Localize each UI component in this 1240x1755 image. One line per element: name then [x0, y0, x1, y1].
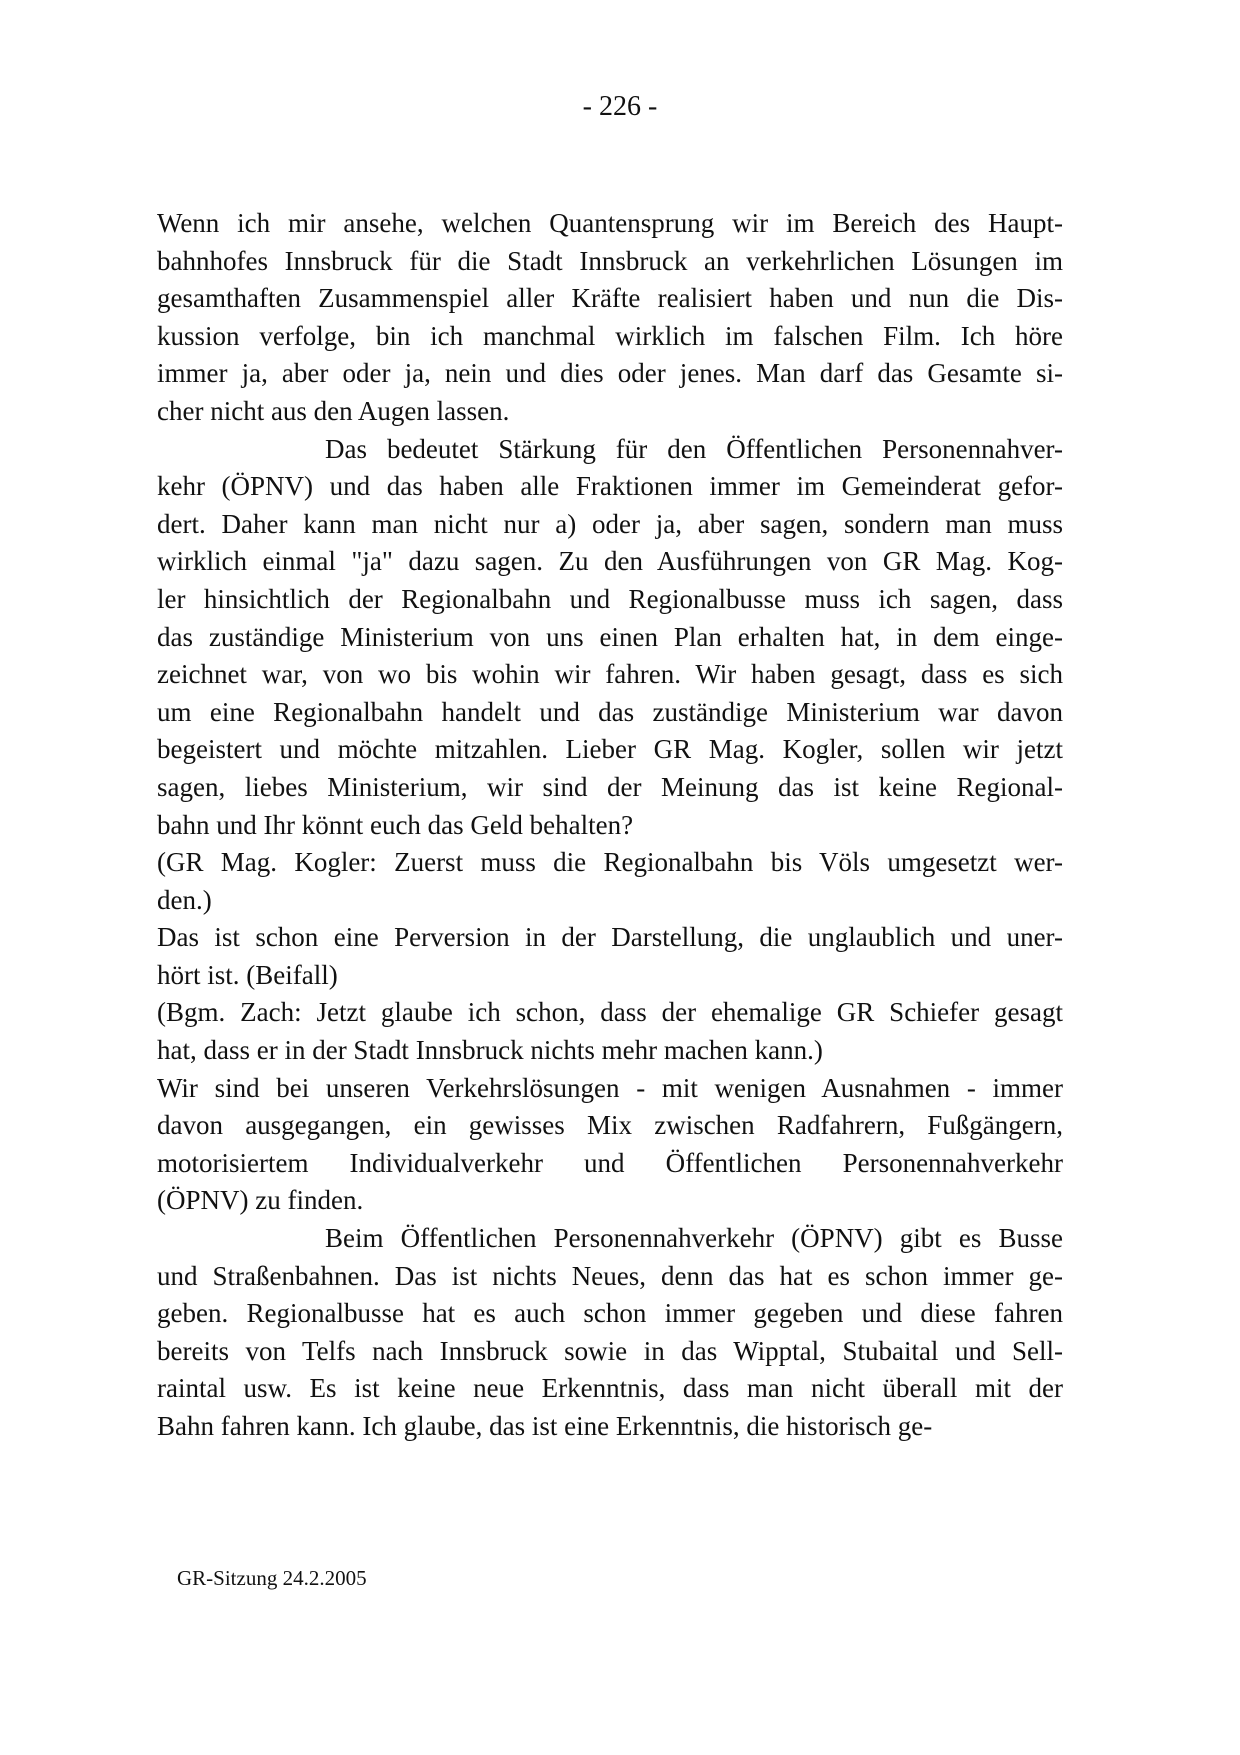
- text-line: (ÖPNV) zu finden.: [157, 1185, 364, 1216]
- text-line: zeichnet war, von wo bis wohin wir fahren. Wir haben gesagt, dass es sich: [157, 659, 1063, 690]
- text-line: bahnhofes Innsbruck für die Stadt Innsbruck an verkehrlichen Lösungen im: [157, 245, 1063, 276]
- text-line: bereits von Telfs nach Innsbruck sowie in das Wipptal, Stubaital und Sell-: [157, 1335, 1063, 1366]
- text-line: den.): [157, 884, 212, 915]
- text-line: begeistert und möchte mitzahlen. Lieber GR Mag. Kogler, sollen wir jetzt: [157, 734, 1063, 765]
- text-line: wirklich einmal "ja" dazu sagen. Zu den Ausführungen von GR Mag. Kog-: [157, 546, 1063, 577]
- text-line: bahn und Ihr könnt euch das Geld behalten?: [157, 809, 634, 840]
- footer-session-label: GR-Sitzung 24.2.2005: [177, 1566, 367, 1590]
- text-body: [157, 205, 1063, 1446]
- text-line: Beim Öffentlichen Personennahverkehr (ÖPNV) gibt es Busse: [325, 1223, 1063, 1254]
- text-line: Das bedeutet Stärkung für den Öffentlichen Personennahver-: [325, 433, 1063, 464]
- paragraph: [157, 844, 1063, 919]
- text-line: (GR Mag. Kogler: Zuerst muss die Regionalbahn bis Völs umgesetzt wer-: [157, 847, 1063, 878]
- text-line: hat, dass er in der Stadt Innsbruck nichts mehr machen kann.): [157, 1035, 823, 1066]
- text-line: Wenn ich mir ansehe, welchen Quantensprung wir im Bereich des Haupt-: [157, 208, 1063, 238]
- text-line: kussion verfolge, bin ich manchmal wirklich im falschen Film. Ich höre: [157, 320, 1063, 351]
- text-line: Wir sind bei unseren Verkehrslösungen - mit wenigen Ausnahmen - immer: [157, 1072, 1063, 1103]
- text-line: das zuständige Ministerium von uns einen Plan erhalten hat, in dem einge-: [157, 621, 1063, 652]
- text-line: um eine Regionalbahn handelt und das zuständige Ministerium war davon: [157, 696, 1063, 727]
- paragraph: [157, 1220, 1063, 1446]
- paragraph: [157, 1070, 1063, 1220]
- text-line: geben. Regionalbusse hat es auch schon immer gegeben und diese fahren: [157, 1298, 1063, 1329]
- paragraph: [157, 994, 1063, 1069]
- text-line: davon ausgegangen, ein gewisses Mix zwischen Radfahrern, Fußgängern,: [157, 1110, 1063, 1141]
- paragraph: [157, 919, 1063, 994]
- text-line: ler hinsichtlich der Regionalbahn und Regionalbusse muss ich sagen, dass: [157, 583, 1063, 614]
- text-line: dert. Daher kann man nicht nur a) oder ja, aber sagen, sondern man muss: [157, 508, 1063, 539]
- text-line: motorisiertem Individualverkehr und Öffentlichen Personennahverkehr: [157, 1147, 1063, 1178]
- text-line: Das ist schon eine Perversion in der Darstellung, die unglaublich und uner-: [157, 922, 1063, 953]
- text-line: immer ja, aber oder ja, nein und dies oder jenes. Man darf das Gesamte si-: [157, 358, 1063, 389]
- paragraph: [157, 431, 1063, 845]
- text-line: sagen, liebes Ministerium, wir sind der Meinung das ist keine Regional-: [157, 771, 1063, 802]
- text-line: cher nicht aus den Augen lassen.: [157, 395, 510, 426]
- text-line: gesamthaften Zusammenspiel aller Kräfte realisiert haben und nun die Dis-: [157, 283, 1063, 314]
- page-number: - 226 -: [582, 91, 658, 122]
- text-line: kehr (ÖPNV) und das haben alle Fraktionen immer im Gemeinderat gefor-: [157, 471, 1063, 502]
- text-line: und Straßenbahnen. Das ist nichts Neues, denn das hat es schon immer ge-: [157, 1260, 1063, 1291]
- text-line: hört ist. (Beifall): [157, 959, 338, 990]
- text-line: Bahn fahren kann. Ich glaube, das ist eine Erkenntnis, die historisch ge-: [157, 1411, 933, 1441]
- text-line: raintal usw. Es ist keine neue Erkenntnis, dass man nicht überall mit der: [157, 1373, 1063, 1404]
- text-line: (Bgm. Zach: Jetzt glaube ich schon, dass der ehemalige GR Schiefer gesagt: [157, 997, 1063, 1028]
- paragraph: [157, 205, 1063, 431]
